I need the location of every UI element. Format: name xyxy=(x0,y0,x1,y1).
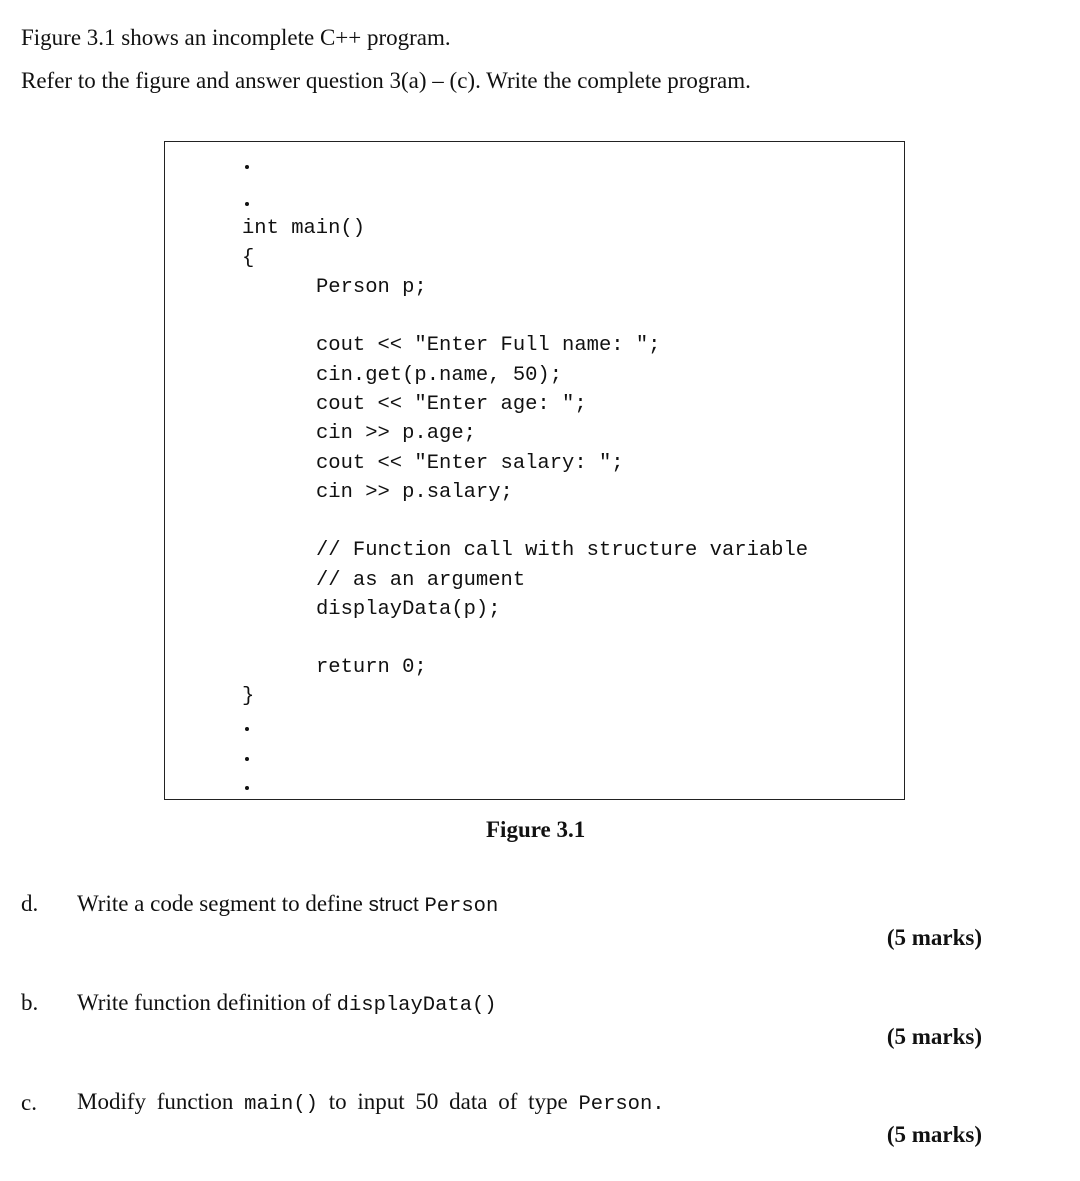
code-main-signature: int main() xyxy=(242,217,366,240)
question-text-part: to input 50 data of type xyxy=(328,1089,568,1114)
code-line: cout << "Enter Full name: "; xyxy=(316,334,661,357)
intro-line-2: Refer to the figure and answer question 3(a) – (c). Write the complete program. xyxy=(21,68,751,93)
code-line: cin.get(p.name, 50); xyxy=(316,364,563,387)
question-letter: d. xyxy=(21,891,39,916)
code-return: return 0; xyxy=(316,656,427,679)
ellipsis-dot xyxy=(245,727,249,731)
code-line: cin >> p.age; xyxy=(316,422,476,445)
ellipsis-dot xyxy=(245,786,249,790)
question-text xyxy=(77,1088,665,1119)
code-close-brace: } xyxy=(242,685,255,708)
figure-caption: Figure 3.1 xyxy=(486,817,586,842)
question-text-part: Write a code segment to define xyxy=(77,891,363,916)
code-open-brace: { xyxy=(242,247,255,270)
intro-line-1: Figure 3.1 shows an incomplete C++ program. xyxy=(21,25,451,50)
ellipsis-dot xyxy=(245,165,249,169)
code-line: cout << "Enter age: "; xyxy=(316,393,587,416)
question-code: main() xyxy=(244,1093,318,1116)
question-text xyxy=(77,890,498,921)
question-letter: c. xyxy=(21,1090,37,1115)
code-line: cout << "Enter salary: "; xyxy=(316,452,624,475)
question-code: displayData() xyxy=(336,994,497,1017)
question-text-part: Modify function xyxy=(77,1089,234,1114)
marks-label: (5 marks) xyxy=(886,925,982,950)
code-function-call: displayData(p); xyxy=(316,598,501,621)
code-person-decl: Person p; xyxy=(316,276,427,299)
code-line: cin >> p.salary; xyxy=(316,481,513,504)
marks-label: (5 marks) xyxy=(886,1122,982,1147)
code-figure-box xyxy=(164,141,905,800)
code-comment: // Function call with structure variable xyxy=(316,539,809,562)
ellipsis-dot xyxy=(245,202,249,206)
code-comment: // as an argument xyxy=(316,569,526,592)
question-letter: b. xyxy=(21,990,39,1015)
question-text xyxy=(77,989,497,1020)
question-code: Person. xyxy=(578,1093,665,1116)
marks-label: (5 marks) xyxy=(886,1024,982,1049)
question-text-part: Write function definition of xyxy=(77,990,331,1015)
ellipsis-dot xyxy=(245,757,249,761)
struct-keyword: struct xyxy=(368,893,419,916)
question-code: Person xyxy=(424,895,499,918)
